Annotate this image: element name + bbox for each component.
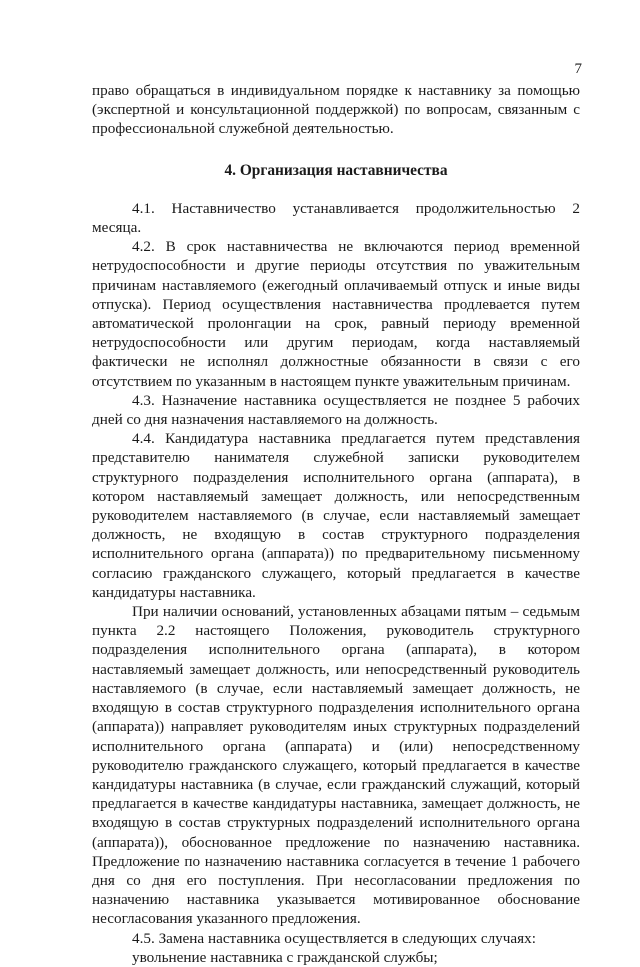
- list-item: увольнение наставника с гражданской службы;: [132, 948, 438, 966]
- paragraph-4-4: 4.4. Кандидатура наставника предлагается путем представления представителю нанимателя служебной записки руководителем структурного подразделения исполнительного органа (аппарата), в котором наставляемый замещает должность, или непосредственным руководителем наставляемого (в случае, если наставляемый замещает должность, не входящую в состав структурного подразделения исполнительного органа (аппарата)) по предварительному письменному согласию гражданского служащего, который предлагается в качестве кандидатуры наставника.: [92, 430, 580, 601]
- section-title: 4. Организация наставничества: [224, 161, 448, 179]
- paragraph-4-2: 4.2. В срок наставничества не включаются период временной нетрудоспособности и другие периоды отсутствия по уважительным причинам наставляемого (ежегодный оплачиваемый отпуск и иные виды отпуска). Период осуществления наставничества продлевается путем автоматической пролонгации на срок, равный периоду временной нетрудоспособности или другим периодам, когда наставляемый фактически не исполнял должностные обязанности в связи с его отсутствием по указанным в настоящем пункте уважительным причинам.: [92, 238, 580, 390]
- document-body: [92, 81, 580, 967]
- page-number: 7: [574, 61, 582, 77]
- paragraph-4-4-continued: При наличии оснований, установленных абзацами пятым – седьмым пункта 2.2 настоящего Положения, руководитель структурного подразделения исполнительного органа (аппарата), в котором наставляемый замещает должность, или непосредственный руководитель наставляемого (в случае, если наставляемый замещает должность, не входящую в состав структурного подразделения исполнительного органа (аппарата)) направляет руководителям иных структурных подразделений исполнительного органа (аппарата) и (или) непосредственному руководителю гражданского служащего, который предлагается в качестве кандидатуры наставника (в случае, если гражданский служащий, который предлагается в качестве кандидатуры наставника, замещает должность, не входящую в состав структурных подразделений исполнительного органа (аппарата)), обоснованное предложение по назначению наставника. Предложение по назначению наставника согласуется в течение 1 рабочего дня со дня его поступления. При несогласовании предложения по назначению наставника указывается мотивированное обоснование несогласования указанного предложения.: [92, 603, 580, 928]
- paragraph-4-5: 4.5. Замена наставника осуществляется в следующих случаях:: [132, 929, 536, 947]
- paragraph-continuation: право обращаться в индивидуальном порядке к наставнику за помощью (экспертной и консультационной поддержкой) по вопросам, связанным с профессиональной служебной деятельностью.: [92, 82, 580, 138]
- paragraph-4-3: 4.3. Назначение наставника осуществляется не позднее 5 рабочих дней со дня назначения наставляемого на должность.: [92, 391, 580, 429]
- paragraph-4-1: 4.1. Наставничество устанавливается продолжительностью 2 месяца.: [92, 199, 580, 237]
